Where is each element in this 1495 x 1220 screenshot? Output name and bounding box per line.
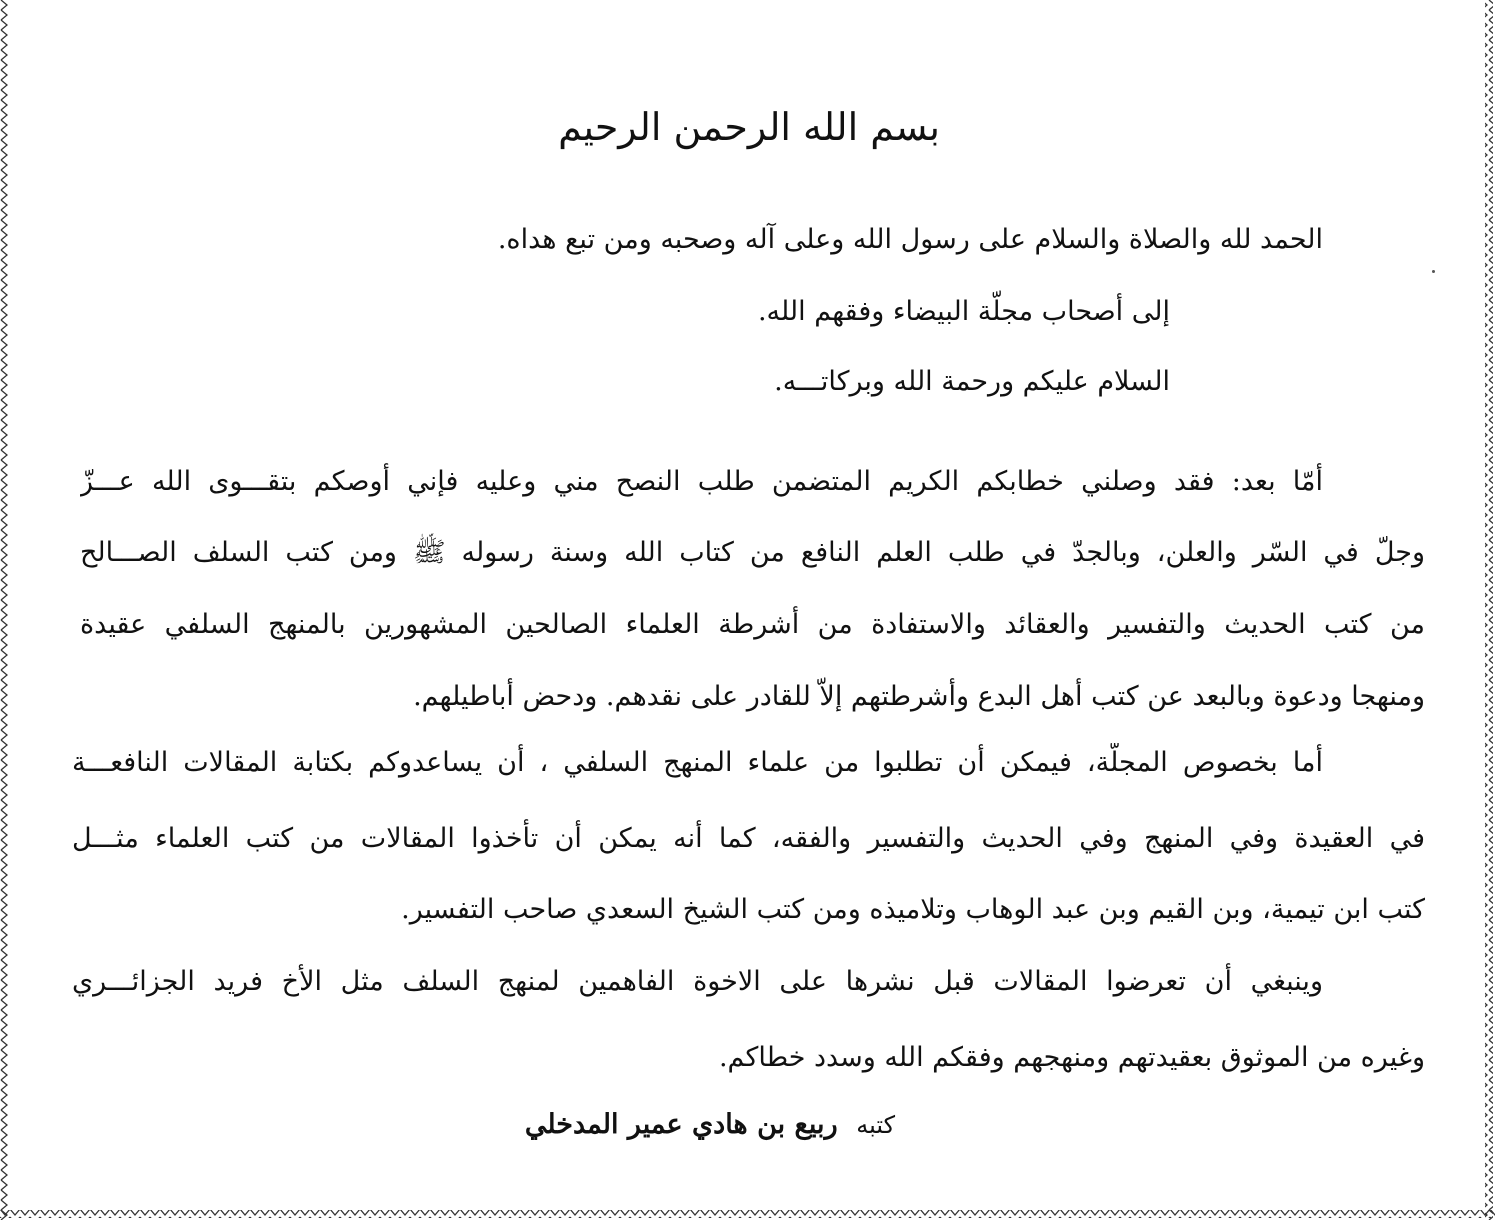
body-line-7: كتب ابن تيمية، وبن القيم وبن عبد الوهاب وتلاميذه ومن كتب الشيخ السعدي صاحب التفسير. xyxy=(401,894,1425,925)
body-line-1: أمّا بعد: فقد وصلني خطابكم الكريم المتضمن طلب النصح مني وعليه فإني أوصكم بتقـــوى الله عـــزّ xyxy=(80,466,1323,497)
body-line-6: في العقيدة وفي المنهج وفي الحديث والتفسير والفقه، كما أنه يمكن أن تأخذوا المقالات من كتب العلماء مثـــل xyxy=(72,823,1425,854)
scan-speck xyxy=(1432,270,1435,273)
opening-line-3: السلام عليكم ورحمة الله وبركاتـــه. xyxy=(774,366,1170,397)
body-line-9: وغيره من الموثوق بعقيدتهم ومنهجهم وفقكم الله وسدد خطاكم. xyxy=(718,1042,1425,1073)
body-line-4: ومنهجا ودعوة وبالبعد عن كتب أهل البدع وأشرطتهم إلاّ للقادر على نقدهم. ودحض أباطيلهم. xyxy=(413,681,1425,712)
opening-line-2: إلى أصحاب مجلّة البيضاء وفقهم الله. xyxy=(757,296,1170,327)
signature xyxy=(525,1105,895,1145)
signature-name: ربيع بن هادي عمير المدخلي xyxy=(524,1109,838,1140)
opening-line-1: الحمد لله والصلاة والسلام على رسول الله وعلى آله وصحبه ومن تبع هداه. xyxy=(497,224,1323,255)
signature-prefix: كتبه xyxy=(856,1111,895,1139)
body-line-5: أما بخصوص المجلّة، فيمكن أن تطلبوا من علماء المنهج السلفي ، أن يساعدوكم بكتابة المقالات النافعـــة xyxy=(72,747,1323,778)
basmala-heading: بسم الله الرحمن الرحيم xyxy=(558,105,940,149)
body-line-3: من كتب الحديث والتفسير والعقائد والاستفادة من أشرطة العلماء الصالحين المشهورين بالمنهج السلفي عقيدة xyxy=(80,609,1425,640)
body-line-2: وجلّ في السّر والعلن، وبالجدّ في طلب العلم النافع من كتاب الله وسنة رسوله ﷺ ومن كتب السلف الصـــالح xyxy=(80,537,1425,568)
body-line-8: وينبغي أن تعرضوا المقالات قبل نشرها على الاخوة الفاهمين لمنهج السلف مثل الأخ فريد الجزائـــري xyxy=(72,966,1323,997)
